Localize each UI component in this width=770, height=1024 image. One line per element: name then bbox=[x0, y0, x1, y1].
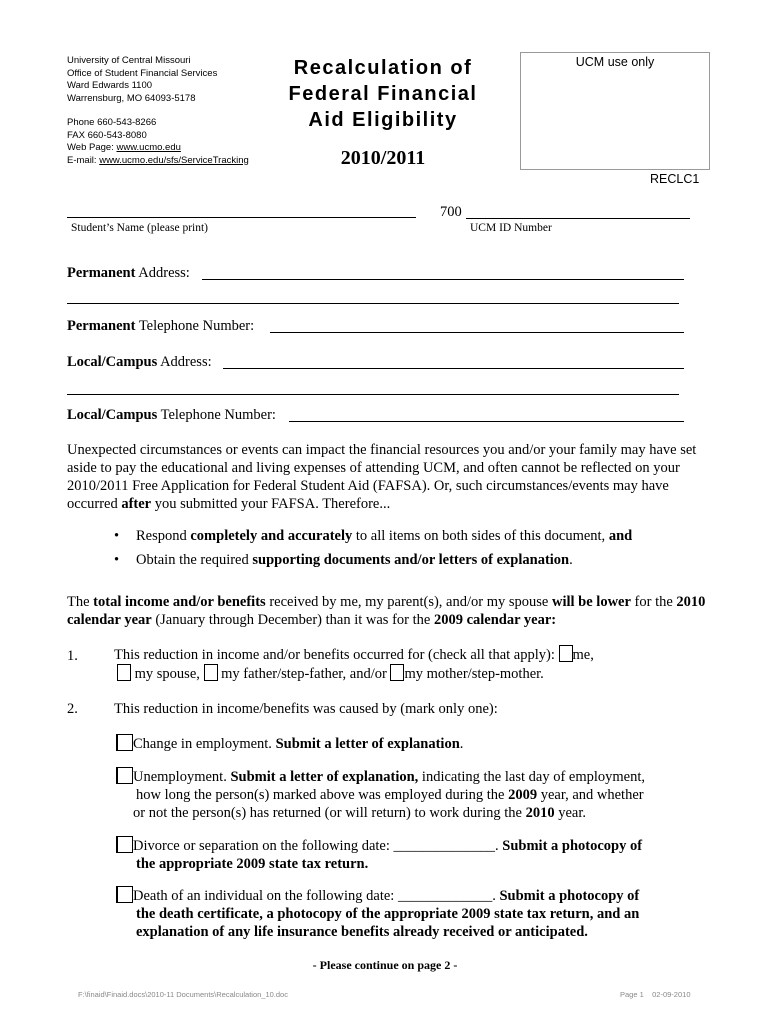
q2-opt2-l2c: year, and whether bbox=[537, 787, 644, 803]
permanent-address-label bbox=[67, 265, 190, 282]
income-statement bbox=[67, 593, 707, 629]
stmt-a: The bbox=[67, 594, 94, 610]
ucm-use-only-box bbox=[520, 52, 710, 170]
bullet-2-b: supporting documents and/or letters of explanation bbox=[252, 552, 570, 568]
title-line-3: Aid Eligibility bbox=[308, 109, 458, 131]
title-line-1: Recalculation of bbox=[293, 57, 473, 79]
permanent-address-rest: Address: bbox=[135, 265, 190, 281]
intro-text: Unexpected circumstances or events can impact the financial resources you and/or your family may have set aside to pay the educational and living expenses of attending UCM, and often cannot be reflected on your 2010/2011 Free Application for Federal Student Aid (FAFSA). Or, such circumstances/events may have occurred bbox=[67, 442, 697, 512]
ucm-id-field[interactable] bbox=[466, 203, 690, 219]
web-link[interactable]: www.ucmo.edu bbox=[116, 142, 181, 153]
q2-opt3-b: Submit a photocopy of bbox=[502, 838, 643, 854]
org-line-4: Warrensburg, MO 64093-5178 bbox=[67, 92, 196, 104]
bullet-1-c: to all items on both sides of this document, bbox=[352, 528, 609, 544]
email-label: E-mail: bbox=[67, 154, 100, 166]
bullet-1-b: completely and accurately bbox=[190, 528, 353, 544]
q1-line-2 bbox=[117, 664, 544, 683]
local-phone-bold: Local/Campus bbox=[67, 407, 158, 423]
local-address-label bbox=[67, 354, 212, 371]
local-address-rest: Address: bbox=[157, 354, 212, 370]
permanent-phone-bold: Permanent bbox=[67, 318, 136, 334]
local-address-bold: Local/Campus bbox=[67, 354, 158, 370]
footer-page: Page 1 bbox=[620, 990, 644, 999]
permanent-phone-input[interactable] bbox=[270, 318, 684, 333]
checkbox-father[interactable] bbox=[204, 664, 218, 681]
web-label: Web Page: bbox=[67, 142, 117, 153]
local-address-input-2[interactable] bbox=[67, 380, 679, 395]
stmt-f: 2010 calendar year bbox=[67, 594, 706, 628]
q2-option-death bbox=[116, 886, 639, 905]
q2-opt2-c: indicating the last day of employment, bbox=[418, 769, 646, 785]
q2-opt4-l3: explanation of any life insurance benefits already received or anticipated. bbox=[136, 924, 588, 940]
q1-me-label: me, bbox=[572, 647, 594, 663]
email-link[interactable]: www.ucmo.edu/sfs/ServiceTracking bbox=[99, 154, 249, 166]
bullet-2-a: Obtain the required bbox=[136, 552, 253, 568]
local-phone-rest: Telephone Number: bbox=[157, 407, 276, 423]
q1-number: 1. bbox=[67, 648, 78, 664]
stmt-e: for the bbox=[630, 594, 677, 610]
q2-opt2-l2a: how long the person(s) marked above was employed during the bbox=[136, 787, 509, 803]
local-phone-input[interactable] bbox=[289, 407, 684, 422]
q2-opt2-b: Submit a letter of explanation, bbox=[230, 769, 419, 785]
footer-page-info bbox=[620, 990, 691, 999]
phone-line: Phone 660-543-8266 bbox=[67, 117, 157, 128]
form-code: RECLC1 bbox=[650, 172, 700, 186]
permanent-address-input-2[interactable] bbox=[67, 289, 679, 304]
org-line-2: Office of Student Financial Services bbox=[67, 67, 218, 79]
award-year: 2010/2011 bbox=[340, 147, 426, 169]
stmt-c: received by me, my parent(s), and/or my spouse bbox=[265, 594, 552, 610]
q1-mother-label: my mother/step-mother. bbox=[404, 666, 544, 682]
q2-opt2-l3b: 2010 bbox=[525, 805, 555, 821]
q2-opt1-a: Change in employment. bbox=[133, 736, 276, 752]
q2-option-unemployment bbox=[116, 767, 645, 786]
ucm-use-only-label: UCM use only bbox=[575, 55, 655, 69]
q2-opt1-b: Submit a letter of explanation bbox=[275, 736, 460, 752]
q2-opt2-l2b: 2009 bbox=[508, 787, 538, 803]
checkbox-change-employment[interactable] bbox=[116, 734, 133, 751]
q2-opt1-c: . bbox=[459, 736, 464, 752]
intro-paragraph bbox=[67, 441, 707, 513]
bullet-1-d: and bbox=[608, 528, 633, 544]
q2-opt4-b: Submit a photocopy of bbox=[499, 888, 640, 904]
bullet-2-c: . bbox=[569, 552, 573, 568]
permanent-phone-rest: Telephone Number: bbox=[135, 318, 255, 334]
student-name-caption: Student’s Name (please print) bbox=[71, 222, 209, 234]
permanent-address-input-1[interactable] bbox=[202, 265, 684, 280]
checkbox-me[interactable] bbox=[559, 645, 573, 662]
bullet-dot-1: • bbox=[114, 528, 120, 544]
q2-opt4-a: Death of an individual on the following date: _____________. bbox=[133, 888, 500, 904]
student-name-field[interactable] bbox=[67, 203, 416, 218]
checkbox-divorce[interactable] bbox=[116, 836, 133, 853]
stmt-d: will be lower bbox=[551, 594, 631, 610]
q2-opt3-a: Divorce or separation on the following date: ______________. bbox=[133, 838, 503, 854]
org-line-3: Ward Edwards 1100 bbox=[67, 80, 153, 91]
continue-note: - Please continue on page 2 - bbox=[312, 958, 458, 972]
web-line bbox=[67, 142, 249, 155]
q2-opt2-l3a: or not the person(s) has returned (or will return) to work during the bbox=[133, 805, 526, 821]
id-prefix: 700 bbox=[440, 204, 462, 220]
q2-option-employment bbox=[116, 734, 463, 753]
stmt-h: 2009 calendar year: bbox=[433, 612, 557, 628]
bullet-1-a: Respond bbox=[136, 528, 191, 544]
permanent-address-bold: Permanent bbox=[67, 265, 136, 281]
q2-option-divorce bbox=[116, 836, 642, 855]
q2-opt3-l2: the appropriate 2009 state tax return. bbox=[136, 856, 369, 872]
bullet-1 bbox=[114, 527, 632, 545]
footer-date: 02-09-2010 bbox=[652, 990, 691, 999]
fax-line: FAX 660-543-8080 bbox=[67, 129, 147, 141]
q2-opt2-line-3 bbox=[133, 804, 586, 822]
title-line-2: Federal Financial bbox=[288, 83, 478, 105]
footer-path: F:\finaid\Finaid.docs\2010-11 Documents\Recalculation_10.doc bbox=[78, 990, 288, 999]
ucm-id-caption: UCM ID Number bbox=[470, 222, 552, 234]
checkbox-unemployment[interactable] bbox=[116, 767, 133, 784]
bullet-dot-2: • bbox=[114, 552, 120, 568]
form-title bbox=[268, 55, 498, 170]
org-line-1: University of Central Missouri bbox=[67, 55, 191, 66]
checkbox-death[interactable] bbox=[116, 886, 133, 903]
q1-line-1 bbox=[114, 645, 594, 664]
stmt-b: total income and/or benefits bbox=[93, 594, 266, 610]
q2-opt4-line-3 bbox=[136, 923, 588, 941]
stmt-g: (January through December) than it was for the bbox=[151, 612, 434, 628]
bullet-2 bbox=[114, 551, 573, 569]
q2-opt2-line-2 bbox=[136, 786, 644, 804]
checkbox-spouse[interactable] bbox=[117, 664, 131, 681]
q2-opt4-line-2 bbox=[136, 905, 639, 923]
q1-text: This reduction in income and/or benefits occurred for (check all that apply): bbox=[114, 647, 555, 663]
local-address-input-1[interactable] bbox=[223, 354, 684, 369]
permanent-phone-label bbox=[67, 318, 254, 335]
q2-text: This reduction in income/benefits was caused by (mark only one): bbox=[114, 701, 498, 717]
checkbox-mother[interactable] bbox=[390, 664, 404, 681]
email-line bbox=[67, 155, 249, 168]
intro-end: you submitted your FAFSA. Therefore... bbox=[151, 496, 391, 512]
q1-father-label: my father/step-father, and/or bbox=[221, 666, 387, 682]
q2-opt3-line-2 bbox=[136, 855, 368, 873]
intro-after: after bbox=[121, 496, 152, 512]
local-phone-label bbox=[67, 407, 276, 424]
q2-opt4-l2: the death certificate, a photocopy of the appropriate 2009 state tax return, and an bbox=[136, 906, 640, 922]
q1-spouse-label: my spouse, bbox=[134, 666, 200, 682]
q2-number: 2. bbox=[67, 701, 78, 717]
office-address-block bbox=[67, 55, 249, 167]
q2-opt2-l3c: year. bbox=[554, 805, 587, 821]
q2-opt2-a: Unemployment. bbox=[133, 769, 231, 785]
